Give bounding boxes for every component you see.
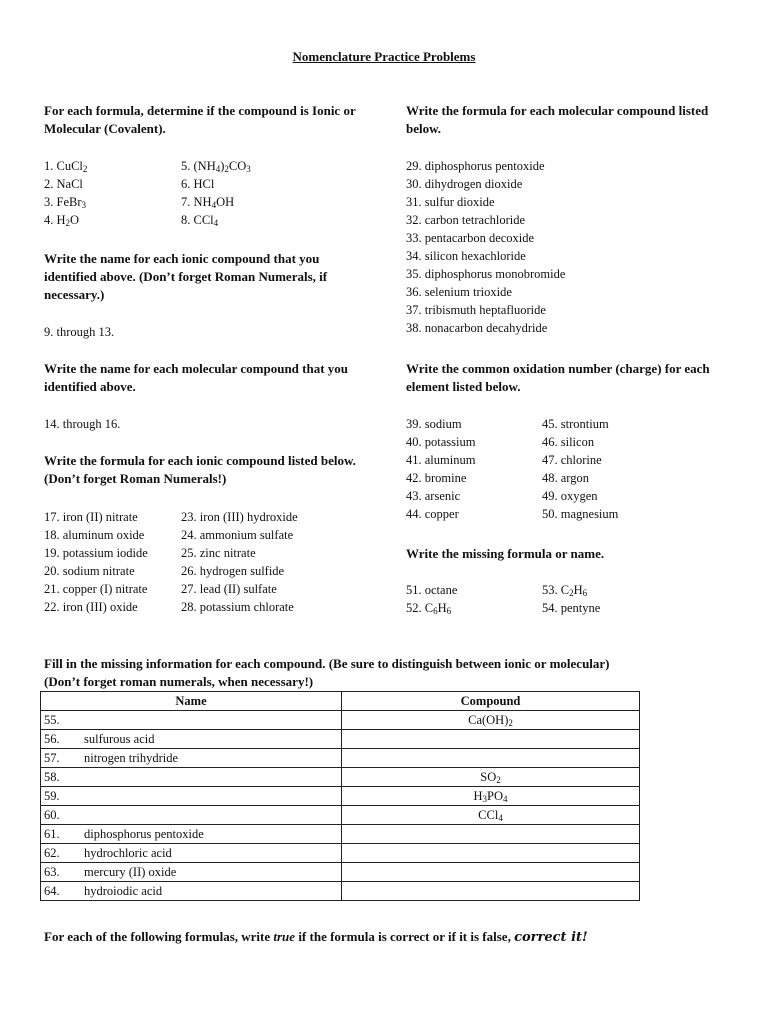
page-title: Nomenclature Practice Problems [292, 49, 476, 64]
list-item: 24. ammonium sulfate [181, 528, 294, 542]
table-row [41, 730, 640, 749]
list-item: 31. sulfur dioxide [406, 195, 495, 209]
table-row [41, 844, 640, 863]
list-item: 48. argon [542, 471, 589, 485]
table-row [41, 825, 640, 844]
list-item: 19. potassium iodide [44, 546, 148, 560]
formula-list-left [44, 157, 87, 229]
name-cell[interactable]: 58. [41, 768, 342, 787]
section5-heading: Write the formula for each molecular compound listed below. [406, 103, 709, 136]
formula-6: 6. HCl [181, 177, 215, 191]
element-list-right [542, 415, 618, 523]
section3-range: 14. through 16. [44, 417, 121, 431]
table-row [41, 711, 640, 730]
formula-2: 2. NaCl [44, 177, 83, 191]
list-item: 20. sodium nitrate [44, 564, 135, 578]
list-item: 47. chlorine [542, 453, 602, 467]
formula-3: 3. FeBr$_3$ [44, 195, 86, 210]
formula-1: 1. CuCl$_2$ [44, 159, 88, 174]
table-row [41, 749, 640, 768]
formula-8: 8. CCl$_4$ [181, 213, 219, 228]
list-item: 32. carbon tetrachloride [406, 213, 526, 227]
list-item: 41. aluminum [406, 453, 476, 467]
formula-list-right [181, 157, 251, 229]
molecular-list [406, 157, 565, 337]
list-item: 27. lead (II) sulfate [181, 582, 277, 596]
section7-heading: Write the missing formula or name. [406, 546, 605, 561]
compound-cell[interactable]: CCl$_4$ [342, 806, 640, 825]
list-item: 38. nonacarbon decahydride [406, 321, 548, 335]
list-item: 51. octane [406, 583, 458, 597]
name-cell[interactable]: 64. hydroiodic acid [41, 882, 342, 901]
list-item: 35. diphosphorus monobromide [406, 267, 566, 281]
list-item: 17. iron (II) nitrate [44, 510, 138, 524]
name-cell[interactable]: 63. mercury (II) oxide [41, 863, 342, 882]
compound-cell[interactable]: $Ca(OH)_2$ [342, 711, 640, 730]
element-list-left [406, 415, 475, 523]
section2-range: 9. through 13. [44, 325, 115, 339]
missing-list-left [406, 581, 457, 617]
table-row [41, 768, 640, 787]
column-header-compound: Compound [342, 692, 640, 711]
list-item: 44. copper [406, 507, 459, 521]
list-item: 33. pentacarbon decoxide [406, 231, 535, 245]
name-cell[interactable]: 59. [41, 787, 342, 806]
compound-cell[interactable] [342, 749, 640, 768]
list-item: 30. dihydrogen dioxide [406, 177, 523, 191]
table-row [41, 806, 640, 825]
list-item: 28. potassium chlorate [181, 600, 294, 614]
compound-table [40, 691, 640, 901]
table-header-row [41, 692, 640, 711]
ionic-list-left [44, 508, 148, 616]
section8-heading-1: Fill in the missing information for each compound. (Be sure to distinguish between ionic or molecular) [44, 656, 610, 671]
list-item: 18. aluminum oxide [44, 528, 145, 542]
formula-5: 5. $(NH_4)_2CO_3$ [181, 159, 251, 174]
list-item: 54. pentyne [542, 601, 601, 615]
list-item: 49. oxygen [542, 489, 598, 503]
name-cell[interactable]: 57. nitrogen trihydride [41, 749, 342, 768]
list-item: 25. zinc nitrate [181, 546, 256, 560]
list-item: 46. silicon [542, 435, 595, 449]
section9-heading: For each of the following formulas, write true if the formula is correct or if it is false, correct it! [44, 929, 588, 945]
list-item: 29. diphosphorus pentoxide [406, 159, 545, 173]
name-cell[interactable]: 62. hydrochloric acid [41, 844, 342, 863]
ionic-list-right [181, 508, 298, 616]
name-cell[interactable]: 56. sulfurous acid [41, 730, 342, 749]
compound-cell[interactable] [342, 844, 640, 863]
formula-4: 4. $H_2O$ [44, 213, 80, 228]
list-item: 52. $C_6H_6$ [406, 601, 452, 616]
section8-heading-2: (Don’t forget roman numerals, when necessary!) [44, 674, 314, 689]
list-item: 42. bromine [406, 471, 467, 485]
compound-cell[interactable] [342, 863, 640, 882]
missing-list-right [542, 581, 600, 617]
table-row [41, 882, 640, 901]
section3-heading: Write the name for each molecular compound that you identified above. [44, 361, 349, 394]
list-item: 21. copper (I) nitrate [44, 582, 148, 596]
list-item: 23. iron (III) hydroxide [181, 510, 298, 524]
section2-heading: Write the name for each ionic compound that you identified above. (Don’t forget Roman Numerals, if necessary.) [44, 251, 328, 302]
list-item: 45. strontium [542, 417, 609, 431]
list-item: 43. arsenic [406, 489, 461, 503]
compound-cell[interactable]: $SO_2$ [342, 768, 640, 787]
name-cell[interactable]: 55. [41, 711, 342, 730]
name-cell[interactable]: 61. diphosphorus pentoxide [41, 825, 342, 844]
list-item: 22. iron (III) oxide [44, 600, 138, 614]
list-item: 40. potassium [406, 435, 476, 449]
list-item: 53. $C_2H_6$ [542, 583, 588, 598]
compound-cell[interactable] [342, 730, 640, 749]
column-header-name: Name [41, 692, 342, 711]
compound-cell[interactable] [342, 882, 640, 901]
name-cell[interactable]: 60. [41, 806, 342, 825]
table-row [41, 863, 640, 882]
list-item: 50. magnesium [542, 507, 619, 521]
list-item: 39. sodium [406, 417, 462, 431]
compound-cell[interactable]: $H_3PO_4$ [342, 787, 640, 806]
section6-heading: Write the common oxidation number (charge) for each element listed below. [406, 361, 710, 394]
list-item: 36. selenium trioxide [406, 285, 512, 299]
list-item: 26. hydrogen sulfide [181, 564, 285, 578]
section1-heading: For each formula, determine if the compound is Ionic or Molecular (Covalent). [44, 103, 356, 136]
table-row [41, 787, 640, 806]
list-item: 37. tribismuth heptafluoride [406, 303, 546, 317]
compound-cell[interactable] [342, 825, 640, 844]
formula-7: 7. $NH_4OH$ [181, 195, 235, 210]
section4-heading: Write the formula for each ionic compound listed below. (Don’t forget Roman Numerals!) [44, 453, 356, 486]
list-item: 34. silicon hexachloride [406, 249, 526, 263]
